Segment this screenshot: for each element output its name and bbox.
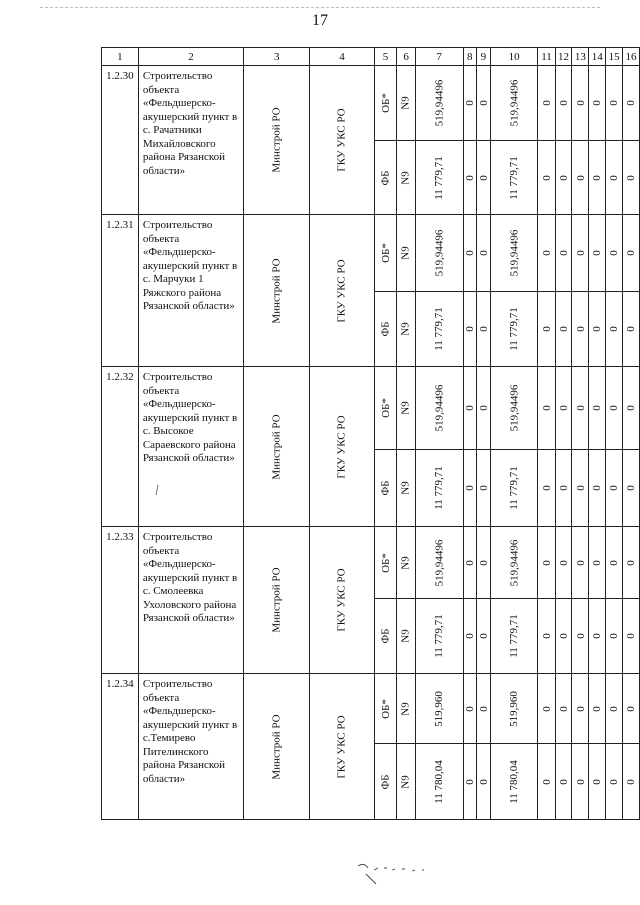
amount-value: 0 <box>463 778 476 785</box>
value-cell <box>463 674 477 744</box>
amount-value: 0 <box>591 778 604 785</box>
value-cell <box>374 599 397 674</box>
value-cell <box>555 215 572 292</box>
value-cell <box>606 292 623 367</box>
value-cell <box>415 674 463 744</box>
item-number: N9 <box>400 322 413 336</box>
value-cell <box>606 215 623 292</box>
executor-cell <box>310 527 374 674</box>
value-cell <box>572 599 589 674</box>
value-cell <box>463 141 477 215</box>
item-name: Строительство объекта «Фельдшерско-акушерский пункт в с. Рачатники Михайловского района Рязанской области» <box>138 66 243 215</box>
value-cell <box>397 674 415 744</box>
ministry-cell <box>244 527 310 674</box>
value-cell <box>490 674 538 744</box>
value-cell <box>415 527 463 599</box>
amount-value: 0 <box>463 174 476 181</box>
value-cell <box>572 292 589 367</box>
amount-value: 0 <box>463 326 476 332</box>
value-cell <box>415 66 463 141</box>
value-cell <box>374 367 397 450</box>
amount-value: 11 779,71 <box>433 307 446 351</box>
value-cell <box>374 66 397 141</box>
amount-value: 0 <box>463 405 476 411</box>
ministry-cell <box>244 66 310 215</box>
value-cell <box>555 527 572 599</box>
item-code: 1.2.33 <box>102 527 139 674</box>
amount-value: 0 <box>463 705 476 712</box>
amount-value: 0 <box>625 326 637 332</box>
value-cell <box>572 141 589 215</box>
value-cell <box>589 450 606 527</box>
table-row <box>102 66 640 141</box>
amount-value: 0 <box>608 485 621 491</box>
amount-value: 0 <box>557 326 570 332</box>
column-number: 2 <box>138 48 243 66</box>
value-cell <box>415 215 463 292</box>
value-cell <box>374 215 397 292</box>
item-number: N9 <box>400 555 413 570</box>
value-cell <box>538 66 555 141</box>
program-table <box>101 47 640 820</box>
value-cell <box>490 215 538 292</box>
value-cell <box>397 527 415 599</box>
amount-value: 0 <box>608 326 621 332</box>
value-cell <box>606 674 623 744</box>
value-cell <box>572 674 589 744</box>
amount-value: 0 <box>625 250 637 256</box>
amount-value: 519,94496 <box>433 384 446 432</box>
amount-value: 0 <box>574 405 587 411</box>
amount-value: 0 <box>557 705 570 712</box>
amount-value: 0 <box>540 326 553 332</box>
amount-value: 0 <box>608 250 621 256</box>
amount-value: 0 <box>477 485 490 491</box>
amount-value: 11 779,71 <box>433 155 446 200</box>
value-cell <box>589 527 606 599</box>
value-cell <box>490 292 538 367</box>
value-cell <box>623 367 640 450</box>
amount-value: 11 779,71 <box>508 614 521 658</box>
scan-edge-line <box>40 7 600 8</box>
amount-value: 0 <box>625 778 637 785</box>
value-cell <box>477 292 491 367</box>
value-cell <box>374 450 397 527</box>
funding-source: ОБ* <box>379 93 392 113</box>
value-cell <box>589 367 606 450</box>
amount-value: 0 <box>477 174 490 181</box>
value-cell <box>477 674 491 744</box>
item-number: N9 <box>400 481 413 495</box>
value-cell <box>397 66 415 141</box>
executor-cell <box>310 66 374 215</box>
amount-value: 0 <box>591 405 604 411</box>
value-cell <box>572 66 589 141</box>
amount-value: 0 <box>625 705 637 712</box>
value-cell <box>538 599 555 674</box>
item-number: N9 <box>400 401 413 415</box>
value-cell <box>463 215 477 292</box>
amount-value: 0 <box>540 250 553 256</box>
amount-value: 0 <box>463 485 476 491</box>
amount-value: 0 <box>608 559 621 566</box>
amount-value: 519,94496 <box>508 79 521 127</box>
value-cell <box>589 674 606 744</box>
ministry-cell <box>244 367 310 527</box>
value-cell <box>623 599 640 674</box>
value-cell <box>572 744 589 820</box>
amount-value: 0 <box>557 100 570 106</box>
funding-source: ФБ <box>379 773 392 790</box>
amount-value: 0 <box>608 174 621 181</box>
amount-value: 0 <box>557 559 570 566</box>
column-number: 8 <box>463 48 477 66</box>
amount-value: 0 <box>574 250 587 256</box>
funding-source: ОБ* <box>379 398 392 418</box>
value-cell <box>623 215 640 292</box>
amount-value: 11 779,71 <box>508 466 521 510</box>
value-cell <box>463 599 477 674</box>
value-cell <box>374 744 397 820</box>
table-body <box>102 66 640 820</box>
item-name: Строительство объекта «Фельдшерско-акушерский пункт в с.Темирево Пителинского района Рязанской области» <box>138 674 243 820</box>
value-cell <box>538 292 555 367</box>
amount-value: 0 <box>591 174 604 181</box>
amount-value: 0 <box>557 250 570 256</box>
column-numbers-row <box>102 48 640 66</box>
value-cell <box>415 292 463 367</box>
value-cell <box>572 450 589 527</box>
amount-value: 0 <box>591 633 604 639</box>
scan-mark <box>153 484 161 496</box>
amount-value: 0 <box>477 633 490 639</box>
item-name: Строительство объекта «Фельдшерско-акушерский пункт в с. Смолеевка Ухоловского района Рязанской области» <box>138 527 243 674</box>
column-number: 9 <box>477 48 491 66</box>
amount-value: 519,960 <box>433 690 446 727</box>
amount-value: 0 <box>463 100 476 106</box>
value-cell <box>538 367 555 450</box>
value-cell <box>572 527 589 599</box>
value-cell <box>477 527 491 599</box>
amount-value: 0 <box>557 485 570 491</box>
column-number: 5 <box>374 48 397 66</box>
value-cell <box>555 450 572 527</box>
value-cell <box>623 292 640 367</box>
funding-source: ОБ* <box>379 243 392 263</box>
amount-value: 0 <box>625 405 637 411</box>
ministry-cell <box>244 215 310 367</box>
value-cell <box>606 450 623 527</box>
amount-value: 519,94496 <box>508 384 521 432</box>
ministry-label: Минстрой РО <box>270 413 283 480</box>
value-cell <box>415 141 463 215</box>
value-cell <box>397 215 415 292</box>
value-cell <box>397 292 415 367</box>
amount-value: 0 <box>591 559 604 566</box>
item-number: N9 <box>400 96 413 110</box>
value-cell <box>477 599 491 674</box>
value-cell <box>374 527 397 599</box>
amount-value: 0 <box>540 174 553 181</box>
value-cell <box>538 744 555 820</box>
amount-value: 0 <box>463 250 476 256</box>
amount-value: 0 <box>625 174 637 181</box>
value-cell <box>490 450 538 527</box>
column-number: 3 <box>244 48 310 66</box>
executor-label: ГКУ УКС РО <box>335 258 348 323</box>
amount-value: 0 <box>591 485 604 491</box>
amount-value: 0 <box>625 100 637 106</box>
amount-value: 0 <box>591 326 604 332</box>
column-number: 11 <box>538 48 555 66</box>
value-cell <box>374 141 397 215</box>
amount-value: 0 <box>540 485 553 491</box>
value-cell <box>589 141 606 215</box>
amount-value: 0 <box>557 174 570 181</box>
amount-value: 519,94496 <box>508 539 521 586</box>
value-cell <box>555 599 572 674</box>
amount-value: 0 <box>625 633 637 639</box>
amount-value: 11 780,04 <box>433 759 446 804</box>
amount-value: 0 <box>463 633 476 639</box>
amount-value: 519,94496 <box>433 79 446 127</box>
value-cell <box>397 367 415 450</box>
amount-value: 0 <box>557 633 570 639</box>
value-cell <box>572 367 589 450</box>
value-cell <box>606 141 623 215</box>
column-number: 14 <box>589 48 606 66</box>
item-name: Строительство объекта «Фельдшерско-акушерский пункт в с. Высокое Сараевского района Рязанской области» <box>138 367 243 527</box>
value-cell <box>623 141 640 215</box>
value-cell <box>606 66 623 141</box>
value-cell <box>606 367 623 450</box>
amount-value: 0 <box>477 559 490 566</box>
amount-value: 0 <box>574 778 587 785</box>
amount-value: 11 779,71 <box>508 155 521 200</box>
item-number: N9 <box>400 701 413 716</box>
amount-value: 0 <box>477 778 490 785</box>
value-cell <box>606 744 623 820</box>
executor-label: ГКУ УКС РО <box>335 414 348 479</box>
item-number: N9 <box>400 246 413 260</box>
value-cell <box>397 141 415 215</box>
table-row <box>102 215 640 292</box>
value-cell <box>490 367 538 450</box>
value-cell <box>589 292 606 367</box>
amount-value: 0 <box>477 405 490 411</box>
amount-value: 0 <box>540 705 553 712</box>
table-row <box>102 367 640 450</box>
amount-value: 0 <box>608 633 621 639</box>
funding-source: ФБ <box>379 169 392 186</box>
value-cell <box>538 450 555 527</box>
value-cell <box>555 674 572 744</box>
item-number: N9 <box>400 774 413 789</box>
value-cell <box>397 744 415 820</box>
amount-value: 0 <box>540 100 553 106</box>
value-cell <box>490 527 538 599</box>
amount-value: 0 <box>574 100 587 106</box>
column-number: 15 <box>606 48 623 66</box>
executor-label: ГКУ УКС РО <box>335 568 348 632</box>
funding-source: ФБ <box>379 321 392 337</box>
amount-value: 0 <box>608 100 621 106</box>
amount-value: 0 <box>540 633 553 639</box>
value-cell <box>463 744 477 820</box>
amount-value: 0 <box>574 485 587 491</box>
value-cell <box>623 66 640 141</box>
value-cell <box>415 450 463 527</box>
amount-value: 0 <box>574 326 587 332</box>
amount-value: 519,94496 <box>508 229 521 277</box>
column-number: 16 <box>623 48 640 66</box>
item-number: N9 <box>400 170 413 185</box>
executor-cell <box>310 367 374 527</box>
value-cell <box>538 215 555 292</box>
value-cell <box>477 66 491 141</box>
item-code: 1.2.31 <box>102 215 139 367</box>
value-cell <box>538 141 555 215</box>
amount-value: 0 <box>477 326 490 332</box>
scan-scribble <box>356 860 456 890</box>
value-cell <box>555 367 572 450</box>
column-number: 12 <box>555 48 572 66</box>
column-number: 4 <box>310 48 374 66</box>
ministry-cell <box>244 674 310 820</box>
item-number: N9 <box>400 629 413 643</box>
value-cell <box>463 367 477 450</box>
amount-value: 0 <box>608 705 621 712</box>
executor-cell <box>310 215 374 367</box>
column-number: 6 <box>397 48 415 66</box>
item-code: 1.2.32 <box>102 367 139 527</box>
amount-value: 519,960 <box>508 690 521 727</box>
value-cell <box>463 66 477 141</box>
value-cell <box>606 599 623 674</box>
ministry-label: Минстрой РО <box>270 107 283 173</box>
value-cell <box>490 599 538 674</box>
executor-cell <box>310 674 374 820</box>
value-cell <box>477 367 491 450</box>
funding-source: ОБ* <box>379 552 392 573</box>
amount-value: 0 <box>574 174 587 181</box>
value-cell <box>555 744 572 820</box>
value-cell <box>538 527 555 599</box>
ministry-label: Минстрой РО <box>270 713 283 780</box>
amount-value: 0 <box>625 485 637 491</box>
amount-value: 0 <box>591 250 604 256</box>
amount-value: 11 779,71 <box>433 466 446 510</box>
value-cell <box>589 599 606 674</box>
amount-value: 0 <box>557 778 570 785</box>
item-code: 1.2.30 <box>102 66 139 215</box>
value-cell <box>374 674 397 744</box>
value-cell <box>477 141 491 215</box>
value-cell <box>623 527 640 599</box>
value-cell <box>415 367 463 450</box>
value-cell <box>606 527 623 599</box>
column-number: 1 <box>102 48 139 66</box>
amount-value: 0 <box>557 405 570 411</box>
amount-value: 0 <box>608 778 621 785</box>
amount-value: 519,94496 <box>433 229 446 277</box>
value-cell <box>490 141 538 215</box>
amount-value: 0 <box>625 559 637 566</box>
value-cell <box>538 674 555 744</box>
page-number: 17 <box>312 12 328 29</box>
value-cell <box>623 674 640 744</box>
amount-value: 0 <box>574 705 587 712</box>
executor-label: ГКУ УКС РО <box>335 714 348 779</box>
value-cell <box>463 292 477 367</box>
value-cell <box>463 450 477 527</box>
column-number: 13 <box>572 48 589 66</box>
value-cell <box>589 66 606 141</box>
amount-value: 519,94496 <box>433 539 446 586</box>
amount-value: 11 779,71 <box>433 614 446 658</box>
ministry-label: Минстрой РО <box>270 257 283 324</box>
amount-value: 0 <box>477 250 490 256</box>
item-code: 1.2.34 <box>102 674 139 820</box>
amount-value: 0 <box>591 100 604 106</box>
value-cell <box>589 215 606 292</box>
value-cell <box>477 450 491 527</box>
amount-value: 0 <box>574 559 587 566</box>
value-cell <box>477 744 491 820</box>
amount-value: 0 <box>477 705 490 712</box>
value-cell <box>589 744 606 820</box>
amount-value: 0 <box>574 633 587 639</box>
amount-value: 11 779,71 <box>508 307 521 351</box>
value-cell <box>555 141 572 215</box>
amount-value: 11 780,04 <box>508 759 521 804</box>
value-cell <box>555 292 572 367</box>
value-cell <box>415 599 463 674</box>
amount-value: 0 <box>463 559 476 566</box>
amount-value: 0 <box>540 405 553 411</box>
executor-label: ГКУ УКС РО <box>335 108 348 172</box>
column-number: 7 <box>415 48 463 66</box>
column-number: 10 <box>490 48 538 66</box>
value-cell <box>397 450 415 527</box>
value-cell <box>572 215 589 292</box>
value-cell <box>555 66 572 141</box>
amount-value: 0 <box>608 405 621 411</box>
value-cell <box>397 599 415 674</box>
value-cell <box>463 527 477 599</box>
value-cell <box>490 66 538 141</box>
funding-source: ФБ <box>379 628 392 644</box>
amount-value: 0 <box>591 705 604 712</box>
funding-source: ОБ* <box>379 698 392 719</box>
table-row <box>102 674 640 744</box>
amount-value: 0 <box>540 559 553 566</box>
value-cell <box>623 744 640 820</box>
ministry-label: Минстрой РО <box>270 567 283 633</box>
amount-value: 0 <box>477 100 490 106</box>
amount-value: 0 <box>540 778 553 785</box>
item-name: Строительство объекта «Фельдшерско-акушерский пункт в с. Марчуки 1 Ряжского района Рязанской области» <box>138 215 243 367</box>
value-cell <box>623 450 640 527</box>
value-cell <box>415 744 463 820</box>
value-cell <box>490 744 538 820</box>
funding-source: ФБ <box>379 480 392 496</box>
table-row <box>102 527 640 599</box>
value-cell <box>374 292 397 367</box>
value-cell <box>477 215 491 292</box>
